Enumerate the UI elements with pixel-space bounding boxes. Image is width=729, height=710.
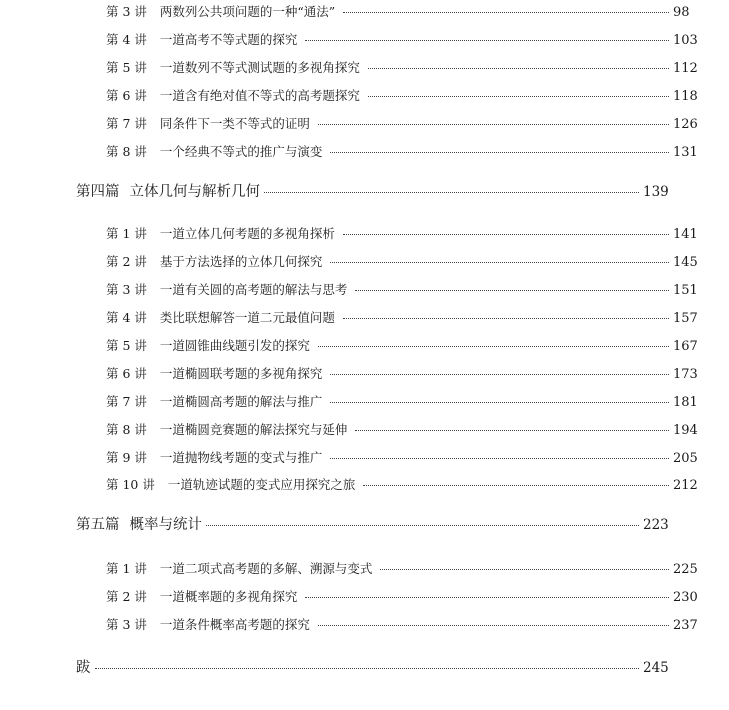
lecture-title: 一道有关圆的高考题的解法与思考 — [159, 282, 348, 297]
lecture-title: 一道椭圆联考题的多视角探究 — [159, 366, 323, 381]
toc-entry-lecture — [0, 312, 729, 325]
page-number: 118 — [673, 89, 698, 104]
lecture-title: 同条件下一类不等式的证明 — [159, 116, 310, 131]
lecture-title: 一道轨迹试题的变式应用探究之旅 — [167, 477, 356, 492]
page-number: 173 — [673, 367, 698, 382]
lecture-number: 第 5 讲 — [106, 338, 147, 353]
toc-entry-lecture — [0, 619, 729, 632]
page-number: 205 — [673, 451, 698, 466]
lecture-title: 两数列公共项问题的一种“通法” — [159, 4, 336, 19]
toc-entry-lecture — [0, 284, 729, 297]
lecture-number: 第 2 讲 — [106, 589, 147, 604]
lecture-title: 一道抛物线考题的变式与推广 — [159, 450, 323, 465]
toc-entry-lecture — [0, 118, 729, 131]
lecture-number: 第 6 讲 — [106, 88, 147, 103]
page-number: 145 — [673, 255, 698, 270]
lecture-number: 第 4 讲 — [106, 310, 147, 325]
lecture-number: 第 7 讲 — [106, 394, 147, 409]
toc-entry-lecture — [0, 452, 729, 465]
lecture-number: 第 2 讲 — [106, 254, 147, 269]
toc-entry-postscript — [0, 661, 699, 676]
dot-leader — [305, 40, 669, 41]
toc-entry-lecture — [0, 256, 729, 269]
dot-leader — [368, 96, 669, 97]
toc-entry-part — [0, 185, 699, 200]
lecture-title: 一道高考不等式题的探究 — [159, 32, 298, 47]
lecture-number: 第 3 讲 — [106, 4, 147, 19]
toc-entry-lecture — [0, 62, 729, 75]
lecture-title: 一道概率题的多视角探究 — [159, 589, 298, 604]
part-number: 第四篇 — [76, 184, 120, 200]
lecture-number: 第 6 讲 — [106, 366, 147, 381]
toc-entry-lecture — [0, 396, 729, 409]
lecture-number: 第 5 讲 — [106, 60, 147, 75]
dot-leader — [343, 12, 669, 13]
dot-leader — [355, 430, 669, 431]
dot-leader — [330, 262, 669, 263]
lecture-number: 第 8 讲 — [106, 144, 147, 159]
lecture-number: 第 3 讲 — [106, 617, 147, 632]
lecture-title: 一道椭圆高考题的解法与推广 — [159, 394, 323, 409]
page-number: 212 — [673, 478, 698, 493]
page-number: 245 — [643, 660, 669, 676]
dot-leader — [330, 458, 669, 459]
lecture-title: 一道二项式高考题的多解、溯源与变式 — [159, 561, 373, 576]
toc-entry-lecture — [0, 368, 729, 381]
dot-leader — [343, 234, 669, 235]
part-title: 概率与统计 — [129, 517, 202, 533]
toc-entry-lecture — [0, 90, 729, 103]
page-number: 126 — [673, 117, 698, 132]
part-number: 第五篇 — [76, 517, 120, 533]
lecture-title: 一道数列不等式测试题的多视角探究 — [159, 60, 360, 75]
dot-leader — [380, 569, 669, 570]
dot-leader — [343, 318, 669, 319]
lecture-number: 第 1 讲 — [106, 226, 147, 241]
toc-entry-lecture — [0, 563, 729, 576]
toc-entry-part — [0, 518, 699, 533]
postscript-title: 跋 — [76, 660, 91, 676]
toc-entry-lecture — [0, 424, 729, 437]
page-number: 141 — [673, 227, 698, 242]
dot-leader — [206, 525, 639, 526]
page-number: 194 — [673, 423, 698, 438]
dot-leader — [330, 402, 669, 403]
lecture-number: 第 8 讲 — [106, 422, 147, 437]
page-number: 139 — [643, 184, 669, 200]
part-title: 立体几何与解析几何 — [129, 184, 260, 200]
dot-leader — [330, 152, 669, 153]
page-number: 237 — [673, 618, 698, 633]
dot-leader — [355, 290, 669, 291]
toc-entry-lecture — [0, 228, 729, 241]
dot-leader — [305, 597, 669, 598]
dot-leader — [363, 485, 669, 486]
dot-leader — [95, 668, 640, 669]
lecture-title: 类比联想解答一道二元最值问题 — [159, 310, 335, 325]
lecture-number: 第 1 讲 — [106, 561, 147, 576]
page-number: 167 — [673, 339, 698, 354]
lecture-number: 第 4 讲 — [106, 32, 147, 47]
dot-leader — [368, 68, 669, 69]
dot-leader — [264, 192, 639, 193]
dot-leader — [318, 625, 669, 626]
page-number: 112 — [673, 61, 698, 76]
lecture-number: 第 10 讲 — [106, 477, 155, 492]
toc-entry-lecture — [0, 34, 729, 47]
lecture-title: 基于方法选择的立体几何探究 — [159, 254, 323, 269]
page-number: 98 — [673, 5, 690, 20]
toc-entry-lecture — [0, 6, 729, 19]
dot-leader — [330, 374, 669, 375]
lecture-title: 一个经典不等式的推广与演变 — [159, 144, 323, 159]
lecture-title: 一道圆锥曲线题引发的探究 — [159, 338, 310, 353]
page-number: 103 — [673, 33, 698, 48]
page-number: 230 — [673, 590, 698, 605]
page-number: 181 — [673, 395, 698, 410]
lecture-number: 第 9 讲 — [106, 450, 147, 465]
dot-leader — [318, 124, 669, 125]
page-number: 223 — [643, 517, 669, 533]
toc-entry-lecture — [0, 591, 729, 604]
toc-entry-lecture — [0, 146, 729, 159]
toc-entry-lecture — [0, 479, 729, 492]
lecture-title: 一道条件概率高考题的探究 — [159, 617, 310, 632]
dot-leader — [318, 346, 669, 347]
lecture-title: 一道含有绝对值不等式的高考题探究 — [159, 88, 360, 103]
page-number: 151 — [673, 283, 698, 298]
lecture-title: 一道立体几何考题的多视角探析 — [159, 226, 335, 241]
lecture-number: 第 7 讲 — [106, 116, 147, 131]
lecture-title: 一道椭圆竞赛题的解法探究与延伸 — [159, 422, 348, 437]
page-number: 157 — [673, 311, 698, 326]
page-number: 131 — [673, 145, 698, 160]
toc-entry-lecture — [0, 340, 729, 353]
page-number: 225 — [673, 562, 698, 577]
lecture-number: 第 3 讲 — [106, 282, 147, 297]
